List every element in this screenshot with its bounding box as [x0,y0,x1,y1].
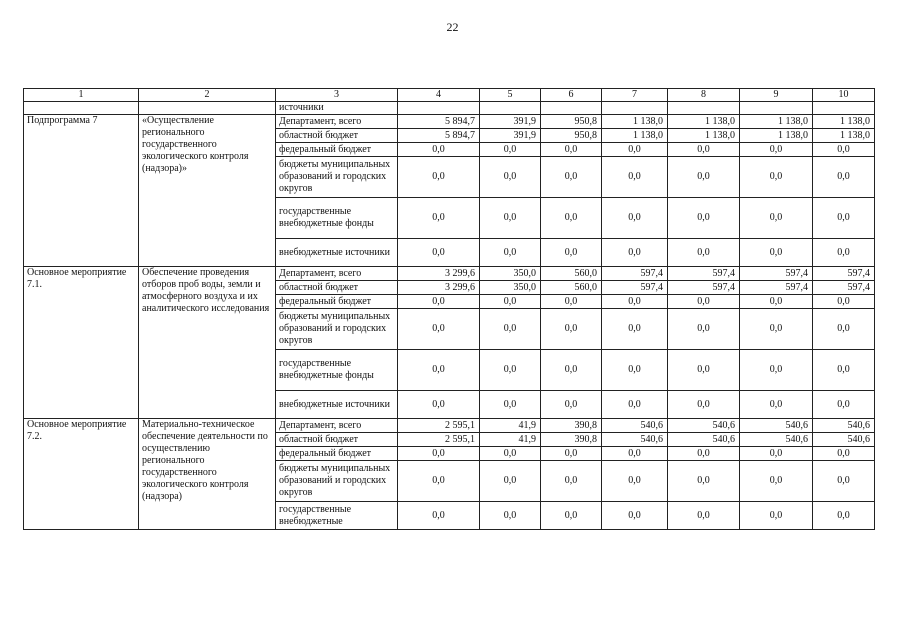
amount-cell: 0,0 [740,309,813,350]
amount-cell: 0,0 [740,391,813,419]
amount-cell: 0,0 [541,447,602,461]
amount-cell: 0,0 [813,502,875,530]
amount-cell: 0,0 [740,447,813,461]
empty-cell [139,102,276,115]
page-number: 22 [446,20,459,34]
funding-source: бюджеты муниципальных образований и городских округов [276,157,398,198]
empty-cell [24,102,139,115]
amount-cell: 597,4 [740,267,813,281]
program-description: Материально-техническое обеспечение деятельности по осуществлению регионального государственного экологического контроля (надзора) [139,419,276,530]
header-cell: 1 [24,89,139,102]
header-cell: 2 [139,89,276,102]
amount-cell: 0,0 [740,461,813,502]
amount-cell: 0,0 [541,143,602,157]
amount-cell: 1 138,0 [813,129,875,143]
empty-cell [541,102,602,115]
program-description: «Осуществление регионального государственного экологического контроля (надзора)» [139,115,276,267]
amount-cell: 1 138,0 [602,115,668,129]
amount-cell: 0,0 [740,350,813,391]
amount-cell: 540,6 [602,419,668,433]
amount-cell: 0,0 [668,143,740,157]
amount-cell: 560,0 [541,267,602,281]
funding-source: федеральный бюджет [276,143,398,157]
header-cell: 6 [541,89,602,102]
amount-cell: 597,4 [602,281,668,295]
amount-cell: 0,0 [668,309,740,350]
amount-cell: 0,0 [541,295,602,309]
amount-cell: 0,0 [668,461,740,502]
amount-cell: 0,0 [668,157,740,198]
amount-cell: 0,0 [398,198,480,239]
amount-cell: 0,0 [813,295,875,309]
amount-cell: 0,0 [480,447,541,461]
amount-cell: 0,0 [740,295,813,309]
amount-cell: 540,6 [813,433,875,447]
amount-cell: 0,0 [668,350,740,391]
amount-cell: 597,4 [668,281,740,295]
amount-cell: 0,0 [602,447,668,461]
amount-cell: 950,8 [541,115,602,129]
header-row [24,89,875,102]
amount-cell: 1 138,0 [813,115,875,129]
amount-cell: 540,6 [668,419,740,433]
amount-cell: 41,9 [480,419,541,433]
amount-cell: 1 138,0 [668,115,740,129]
amount-cell: 0,0 [398,391,480,419]
program-name: Подпрограмма 7 [24,115,139,267]
amount-cell: 950,8 [541,129,602,143]
budget-table [23,88,875,530]
amount-cell: 0,0 [541,309,602,350]
header-cell: 4 [398,89,480,102]
funding-source: бюджеты муниципальных образований и городских округов [276,309,398,350]
header-cell: 8 [668,89,740,102]
amount-cell: 0,0 [602,239,668,267]
header-cell: 10 [813,89,875,102]
amount-cell: 350,0 [480,267,541,281]
amount-cell: 0,0 [480,309,541,350]
amount-cell: 597,4 [813,281,875,295]
amount-cell: 0,0 [541,461,602,502]
funding-source: областной бюджет [276,281,398,295]
amount-cell: 3 299,6 [398,267,480,281]
amount-cell: 0,0 [740,239,813,267]
amount-cell: 0,0 [541,350,602,391]
funding-source: федеральный бюджет [276,295,398,309]
amount-cell: 0,0 [602,295,668,309]
amount-cell: 41,9 [480,433,541,447]
amount-cell: 2 595,1 [398,433,480,447]
amount-cell: 540,6 [602,433,668,447]
amount-cell: 0,0 [668,502,740,530]
amount-cell: 560,0 [541,281,602,295]
amount-cell: 0,0 [398,447,480,461]
table-row [24,115,875,129]
amount-cell: 0,0 [480,295,541,309]
amount-cell: 0,0 [398,502,480,530]
amount-cell: 391,9 [480,129,541,143]
amount-cell: 0,0 [813,350,875,391]
amount-cell: 0,0 [541,391,602,419]
amount-cell: 1 138,0 [668,129,740,143]
amount-cell: 0,0 [813,143,875,157]
program-name: Основное мероприятие 7.1. [24,267,139,419]
amount-cell: 0,0 [398,239,480,267]
program-description: Обеспечение проведения отборов проб воды, земли и атмосферного воздуха и их аналитического исследования [139,267,276,419]
amount-cell: 0,0 [480,157,541,198]
empty-cell [480,102,541,115]
amount-cell: 0,0 [813,239,875,267]
header-cell: 5 [480,89,541,102]
amount-cell: 5 894,7 [398,129,480,143]
program-name: Основное мероприятие 7.2. [24,419,139,530]
amount-cell: 390,8 [541,419,602,433]
amount-cell: 0,0 [740,198,813,239]
amount-cell: 0,0 [668,391,740,419]
funding-source: Департамент, всего [276,115,398,129]
amount-cell: 540,6 [740,419,813,433]
amount-cell: 0,0 [541,502,602,530]
amount-cell: 0,0 [398,157,480,198]
amount-cell: 0,0 [480,502,541,530]
empty-cell [398,102,480,115]
funding-source: областной бюджет [276,433,398,447]
amount-cell: 0,0 [740,157,813,198]
amount-cell: 1 138,0 [740,129,813,143]
table-row [24,267,875,281]
amount-cell: 0,0 [740,143,813,157]
amount-cell: 597,4 [813,267,875,281]
amount-cell: 0,0 [480,239,541,267]
amount-cell: 0,0 [398,143,480,157]
amount-cell: 597,4 [668,267,740,281]
table-body [24,89,875,530]
amount-cell: 1 138,0 [740,115,813,129]
amount-cell: 0,0 [602,502,668,530]
amount-cell: 540,6 [740,433,813,447]
amount-cell: 0,0 [740,502,813,530]
funding-source: Департамент, всего [276,419,398,433]
amount-cell: 0,0 [813,461,875,502]
amount-cell: 540,6 [668,433,740,447]
amount-cell: 0,0 [813,198,875,239]
funding-source: государственные внебюджетные фонды [276,198,398,239]
amount-cell: 0,0 [480,391,541,419]
amount-cell: 0,0 [480,350,541,391]
amount-cell: 5 894,7 [398,115,480,129]
amount-cell: 2 595,1 [398,419,480,433]
amount-cell: 1 138,0 [602,129,668,143]
amount-cell: 0,0 [668,295,740,309]
amount-cell: 0,0 [602,157,668,198]
amount-cell: 390,8 [541,433,602,447]
amount-cell: 0,0 [480,198,541,239]
amount-cell: 540,6 [813,419,875,433]
amount-cell: 0,0 [602,461,668,502]
amount-cell: 0,0 [813,447,875,461]
funding-source: внебюджетные источники [276,391,398,419]
amount-cell: 391,9 [480,115,541,129]
amount-cell: 0,0 [668,239,740,267]
funding-source: областной бюджет [276,129,398,143]
amount-cell: 0,0 [398,309,480,350]
table-row [24,419,875,433]
amount-cell: 0,0 [602,350,668,391]
header-cell: 7 [602,89,668,102]
amount-cell: 0,0 [480,143,541,157]
amount-cell: 0,0 [602,143,668,157]
amount-cell: 350,0 [480,281,541,295]
empty-cell [668,102,740,115]
amount-cell: 0,0 [541,239,602,267]
empty-cell [602,102,668,115]
amount-cell: 0,0 [602,391,668,419]
amount-cell: 0,0 [602,198,668,239]
amount-cell: 0,0 [541,157,602,198]
funding-source: государственные внебюджетные [276,502,398,530]
amount-cell: 0,0 [480,461,541,502]
funding-source: государственные внебюджетные фонды [276,350,398,391]
table-row [24,102,875,115]
amount-cell: 0,0 [541,198,602,239]
amount-cell: 597,4 [740,281,813,295]
amount-cell: 3 299,6 [398,281,480,295]
amount-cell: 0,0 [813,309,875,350]
amount-cell: 0,0 [398,295,480,309]
funding-source: бюджеты муниципальных образований и городских округов [276,461,398,502]
amount-cell: 0,0 [668,198,740,239]
amount-cell: 597,4 [602,267,668,281]
amount-cell: 0,0 [602,309,668,350]
empty-cell [813,102,875,115]
amount-cell: 0,0 [398,461,480,502]
funding-source: источники [276,102,398,115]
amount-cell: 0,0 [398,350,480,391]
funding-source: внебюджетные источники [276,239,398,267]
header-cell: 9 [740,89,813,102]
empty-cell [740,102,813,115]
amount-cell: 0,0 [668,447,740,461]
funding-source: федеральный бюджет [276,447,398,461]
amount-cell: 0,0 [813,157,875,198]
amount-cell: 0,0 [813,391,875,419]
header-cell: 3 [276,89,398,102]
funding-source: Департамент, всего [276,267,398,281]
